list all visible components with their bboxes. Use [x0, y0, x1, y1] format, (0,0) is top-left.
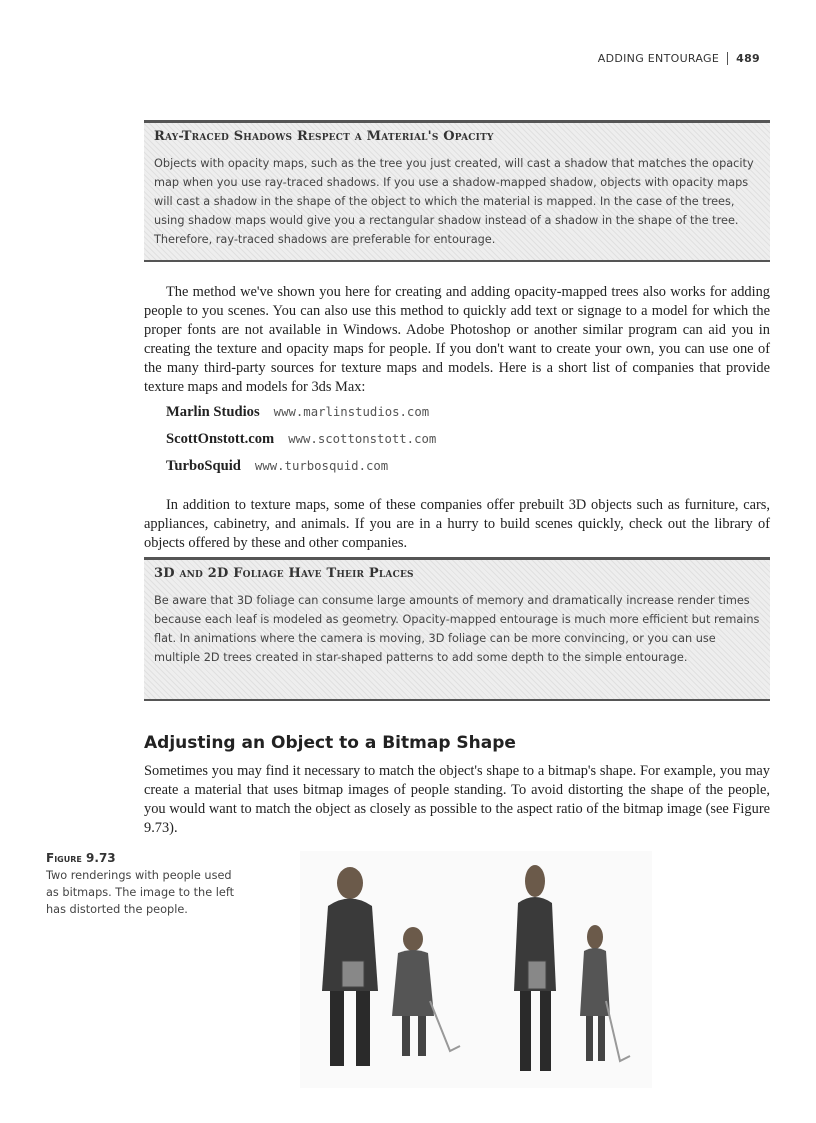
rendering-right	[514, 865, 630, 1071]
paragraph-text: Sometimes you may find it necessary to match the object's shape to a bitmap's shape. For example, you may create a material that uses bitmap images of people standing. To avoid distorting the shape of the people, you would want to match the object as closely as possible to the aspect ratio of the bitmap image (see Figure 9.73).	[144, 763, 770, 836]
company-name: ScottOnstott.com	[166, 431, 275, 447]
figure-caption-text: Two renderings with people used as bitmaps. The image to the left has distorted the people.	[46, 869, 235, 916]
sidebar-body: Objects with opacity maps, such as the tree you just created, will cast a shadow that matches the opacity map when you use ray-traced shadows. If you use a shadow-mapped shadow, objects with opacity maps will cast a shadow in the shape of the object to which the material is mapped. In the case of the trees, using shadow maps would give you a rectangular shadow instead of a shadow in the shape of the tree. Therefore, ray-traced shadows are preferable for entourage.	[154, 157, 754, 246]
figure-rendering	[300, 851, 652, 1088]
body-paragraph	[144, 762, 770, 838]
section-heading: Adjusting an Object to a Bitmap Shape	[144, 733, 516, 753]
running-head-title: ADDING ENTOURAGE	[598, 52, 728, 65]
sidebar-title: 3D and 2D Foliage Have Their Places	[154, 566, 414, 581]
sidebar-title: Ray-Traced Shadows Respect a Material's Opacity	[154, 129, 494, 144]
company-url: www.turbosquid.com	[254, 459, 389, 473]
page-number: 489	[736, 52, 760, 65]
body-paragraph	[144, 283, 770, 397]
paragraph-text: The method we've shown you here for creating and adding opacity-mapped trees also works for adding people to you scenes. You can also use this method to quickly add text or signage to a model for which the proper fonts are not available in Windows. Adobe Photoshop or another similar program can aid you in creating the texture and opacity maps for people. If you don't want to create your own, you can use one of the many third-party sources for texture maps and models. Here is a short list of companies that provide texture maps and models for 3ds Max:	[144, 284, 770, 395]
company-name: Marlin Studios	[166, 404, 260, 420]
sidebar-foliage	[144, 557, 770, 701]
company-name: TurboSquid	[166, 458, 241, 474]
figure-caption	[46, 851, 246, 918]
figure-label: Figure 9.73	[46, 851, 116, 865]
list-item	[166, 404, 436, 431]
rendering-left	[322, 867, 460, 1066]
company-list	[166, 404, 436, 485]
list-item	[166, 431, 436, 458]
company-url: www.scottonstott.com	[288, 432, 437, 446]
figure-image	[300, 851, 652, 1088]
body-paragraph	[144, 496, 770, 553]
running-head	[598, 52, 760, 65]
paragraph-text: In addition to texture maps, some of these companies offer prebuilt 3D objects such as furniture, cars, appliances, cabinetry, and animals. If you are in a hurry to build scenes quickly, check out the library of objects offered by these and other companies.	[144, 497, 770, 551]
sidebar-body: Be aware that 3D foliage can consume large amounts of memory and dramatically increase render times because each leaf is modeled as geometry. Opacity-mapped entourage is much more efficient but remains flat. In animations where the camera is moving, 3D foliage can be more convincing, or you can use multiple 2D trees created in star-shaped patterns to add some depth to the simple entourage.	[154, 594, 760, 664]
company-url: www.marlinstudios.com	[273, 405, 430, 419]
sidebar-ray-traced-shadows	[144, 120, 770, 262]
list-item	[166, 458, 436, 485]
